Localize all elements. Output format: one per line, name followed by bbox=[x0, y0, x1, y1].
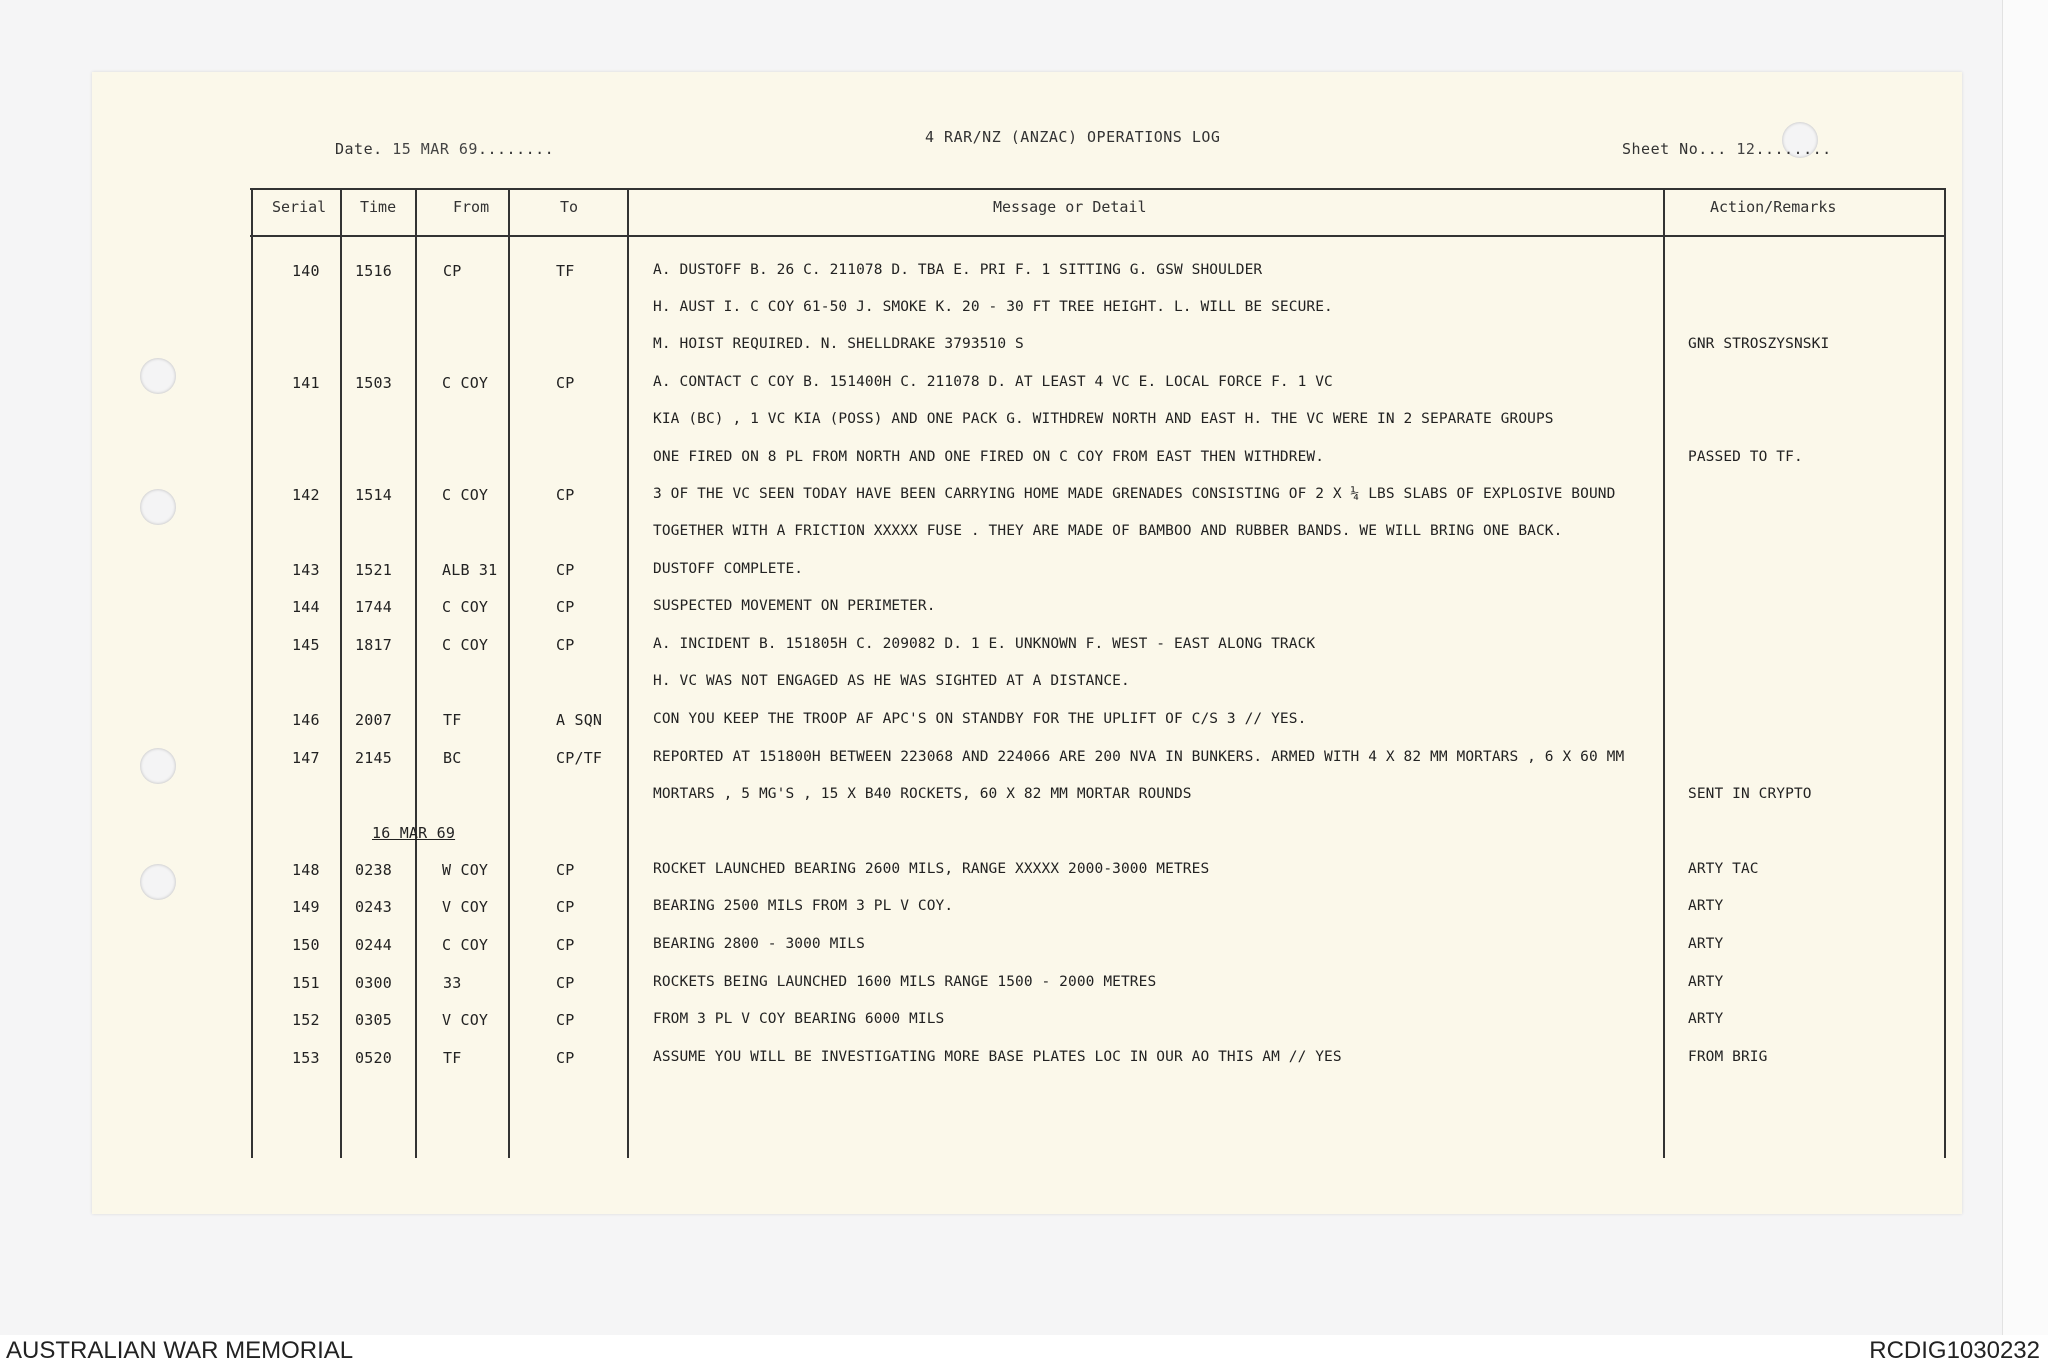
entry-message-line: M. HOIST REQUIRED. N. SHELLDRAKE 3793510 S bbox=[653, 336, 1024, 352]
punch-hole bbox=[140, 748, 176, 784]
entry-to: CP bbox=[556, 486, 575, 504]
entry-time: 1503 bbox=[355, 374, 392, 392]
table-top-rule bbox=[250, 188, 1945, 190]
entry-from: CP bbox=[443, 262, 462, 280]
entry-message-line: A. INCIDENT B. 151805H C. 209082 D. 1 E. UNKNOWN F. WEST - EAST ALONG TRACK bbox=[653, 636, 1316, 652]
entry-from: C COY bbox=[442, 936, 489, 954]
entry-remark: ARTY bbox=[1688, 974, 1724, 990]
entry-message-line: MORTARS , 5 MG'S , 15 X B40 ROCKETS, 60 X 82 MM MORTAR ROUNDS bbox=[653, 786, 1192, 802]
entry-message-line: FROM 3 PL V COY BEARING 6000 MILS bbox=[653, 1011, 945, 1027]
entry-message-line: H. AUST I. C COY 61-50 J. SMOKE K. 20 - 30 FT TREE HEIGHT. L. WILL BE SECURE. bbox=[653, 299, 1333, 315]
entry-time: 1514 bbox=[355, 486, 392, 504]
entry-from: C COY bbox=[442, 598, 489, 616]
column-divider bbox=[508, 188, 510, 1158]
entry-from: V COY bbox=[442, 1011, 489, 1029]
column-divider bbox=[415, 188, 417, 1158]
entry-message-line: BEARING 2500 MILS FROM 3 PL V COY. bbox=[653, 898, 954, 914]
sheet-value: 12 bbox=[1736, 140, 1756, 158]
entry-serial: 148 bbox=[292, 861, 320, 879]
entry-time: 2145 bbox=[355, 749, 392, 767]
column-header-message: Message or Detail bbox=[993, 198, 1147, 216]
entry-message-line: ONE FIRED ON 8 PL FROM NORTH AND ONE FIRED ON C COY FROM EAST THEN WITHDREW. bbox=[653, 449, 1325, 465]
entry-from: TF bbox=[443, 711, 462, 729]
date-label: Date bbox=[335, 140, 374, 158]
entry-to: CP bbox=[556, 1011, 575, 1029]
column-divider bbox=[340, 188, 342, 1158]
entry-message-line: H. VC WAS NOT ENGAGED AS HE WAS SIGHTED AT A DISTANCE. bbox=[653, 673, 1130, 689]
column-header-action: Action/Remarks bbox=[1710, 198, 1837, 216]
entry-message-line: ASSUME YOU WILL BE INVESTIGATING MORE BASE PLATES LOC IN OUR AO THIS AM // YES bbox=[653, 1049, 1342, 1065]
entry-from: W COY bbox=[442, 861, 489, 879]
date-value: 15 MAR 69 bbox=[392, 140, 478, 158]
entry-message-line: A. DUSTOFF B. 26 C. 211078 D. TBA E. PRI F. 1 SITTING G. GSW SHOULDER bbox=[653, 262, 1263, 278]
punch-hole bbox=[140, 358, 176, 394]
entry-message-line: CON YOU KEEP THE TROOP AF APC'S ON STANDBY FOR THE UPLIFT OF C/S 3 // YES. bbox=[653, 711, 1307, 727]
footer-reference: RCDIG1030232 bbox=[1869, 1337, 2040, 1364]
entry-message-line: 3 OF THE VC SEEN TODAY HAVE BEEN CARRYING HOME MADE GRENADES CONSISTING OF 2 X ¼ LBS SLABS OF EXPLOSIVE BOUND bbox=[653, 486, 1616, 502]
entry-time: 1516 bbox=[355, 262, 392, 280]
scan-right-margin bbox=[2002, 0, 2048, 1335]
entry-to: CP bbox=[556, 598, 575, 616]
entry-from: BC bbox=[443, 749, 462, 767]
entry-message-line: DUSTOFF COMPLETE. bbox=[653, 561, 804, 577]
entry-remark: ARTY bbox=[1688, 1011, 1724, 1027]
entry-to: CP bbox=[556, 374, 575, 392]
entry-time: 1744 bbox=[355, 598, 392, 616]
punch-hole bbox=[140, 864, 176, 900]
sheet-label: Sheet No bbox=[1622, 140, 1699, 158]
column-divider bbox=[1944, 188, 1946, 1158]
entry-message-line: ROCKETS BEING LAUNCHED 1600 MILS RANGE 1500 - 2000 METRES bbox=[653, 974, 1157, 990]
entry-serial: 151 bbox=[292, 974, 320, 992]
entry-message-line: A. CONTACT C COY B. 151400H C. 211078 D. AT LEAST 4 VC E. LOCAL FORCE F. 1 VC bbox=[653, 374, 1333, 390]
entry-from: V COY bbox=[442, 898, 489, 916]
page-title: 4 RAR/NZ (ANZAC) OPERATIONS LOG bbox=[925, 128, 1221, 146]
entry-remark: SENT IN CRYPTO bbox=[1688, 786, 1812, 802]
footer-institution: AUSTRALIAN WAR MEMORIAL bbox=[6, 1337, 354, 1364]
entry-to: CP bbox=[556, 898, 575, 916]
entry-remark: ARTY bbox=[1688, 936, 1724, 952]
entry-time: 0520 bbox=[355, 1049, 392, 1067]
entry-to: CP/TF bbox=[556, 749, 603, 767]
date-field: Date. 15 MAR 69........ bbox=[335, 140, 555, 158]
entry-from: ALB 31 bbox=[442, 561, 498, 579]
column-header-from: From bbox=[453, 198, 490, 216]
entry-time: 0305 bbox=[355, 1011, 392, 1029]
entry-time: 1817 bbox=[355, 636, 392, 654]
entry-message-line: SUSPECTED MOVEMENT ON PERIMETER. bbox=[653, 598, 936, 614]
table-header-rule bbox=[250, 235, 1945, 237]
entry-to: CP bbox=[556, 974, 575, 992]
entry-serial: 145 bbox=[292, 636, 320, 654]
entry-message-line: KIA (BC) , 1 VC KIA (POSS) AND ONE PACK G. WITHDREW NORTH AND EAST H. THE VC WERE IN 2 SEPARATE GROUPS bbox=[653, 411, 1554, 427]
column-header-to: To bbox=[560, 198, 579, 216]
column-header-serial: Serial bbox=[272, 198, 327, 216]
entry-remark: ARTY bbox=[1688, 898, 1724, 914]
entry-remark: GNR STROSZYSNSKI bbox=[1688, 336, 1830, 352]
entry-from: C COY bbox=[442, 636, 489, 654]
entry-from: TF bbox=[443, 1049, 462, 1067]
entry-to: TF bbox=[556, 262, 575, 280]
entry-serial: 142 bbox=[292, 486, 320, 504]
entry-message-line: BEARING 2800 - 3000 MILS bbox=[653, 936, 865, 952]
entry-from: C COY bbox=[442, 486, 489, 504]
entry-serial: 146 bbox=[292, 711, 320, 729]
entry-to: CP bbox=[556, 636, 575, 654]
sheet-field: Sheet No... 12........ bbox=[1622, 140, 1832, 158]
column-divider bbox=[1663, 188, 1665, 1158]
entry-to: A SQN bbox=[556, 711, 603, 729]
entry-message-line: REPORTED AT 151800H BETWEEN 223068 AND 224066 ARE 200 NVA IN BUNKERS. ARMED WITH 4 X 82 MM MORTARS , 6 X 60 MM bbox=[653, 749, 1625, 765]
entry-to: CP bbox=[556, 561, 575, 579]
entry-message-line: ROCKET LAUNCHED BEARING 2600 MILS, RANGE XXXXX 2000-3000 METRES bbox=[653, 861, 1210, 877]
entry-from: C COY bbox=[442, 374, 489, 392]
entry-time: 1521 bbox=[355, 561, 392, 579]
entry-to: CP bbox=[556, 861, 575, 879]
entry-serial: 152 bbox=[292, 1011, 320, 1029]
column-header-time: Time bbox=[360, 198, 397, 216]
entry-remark: FROM BRIG bbox=[1688, 1049, 1768, 1065]
entry-message-line: TOGETHER WITH A FRICTION XXXXX FUSE . THEY ARE MADE OF BAMBOO AND RUBBER BANDS. WE WILL BRING ONE BACK. bbox=[653, 523, 1563, 539]
entry-time: 0244 bbox=[355, 936, 392, 954]
entry-remark: ARTY TAC bbox=[1688, 861, 1759, 877]
entry-time: 0238 bbox=[355, 861, 392, 879]
entry-to: CP bbox=[556, 936, 575, 954]
entry-serial: 144 bbox=[292, 598, 320, 616]
entry-serial: 150 bbox=[292, 936, 320, 954]
entry-serial: 149 bbox=[292, 898, 320, 916]
entry-remark: PASSED TO TF. bbox=[1688, 449, 1803, 465]
entry-serial: 143 bbox=[292, 561, 320, 579]
column-divider bbox=[251, 188, 253, 1158]
column-divider bbox=[627, 188, 629, 1158]
entry-serial: 141 bbox=[292, 374, 320, 392]
entry-time: 0243 bbox=[355, 898, 392, 916]
entry-time: 0300 bbox=[355, 974, 392, 992]
entry-serial: 153 bbox=[292, 1049, 320, 1067]
entry-time: 2007 bbox=[355, 711, 392, 729]
entry-from: 33 bbox=[443, 974, 462, 992]
entry-serial: 147 bbox=[292, 749, 320, 767]
punch-hole bbox=[140, 489, 176, 525]
entry-to: CP bbox=[556, 1049, 575, 1067]
date-divider: 16 MAR 69 bbox=[372, 824, 456, 842]
entry-serial: 140 bbox=[292, 262, 320, 280]
